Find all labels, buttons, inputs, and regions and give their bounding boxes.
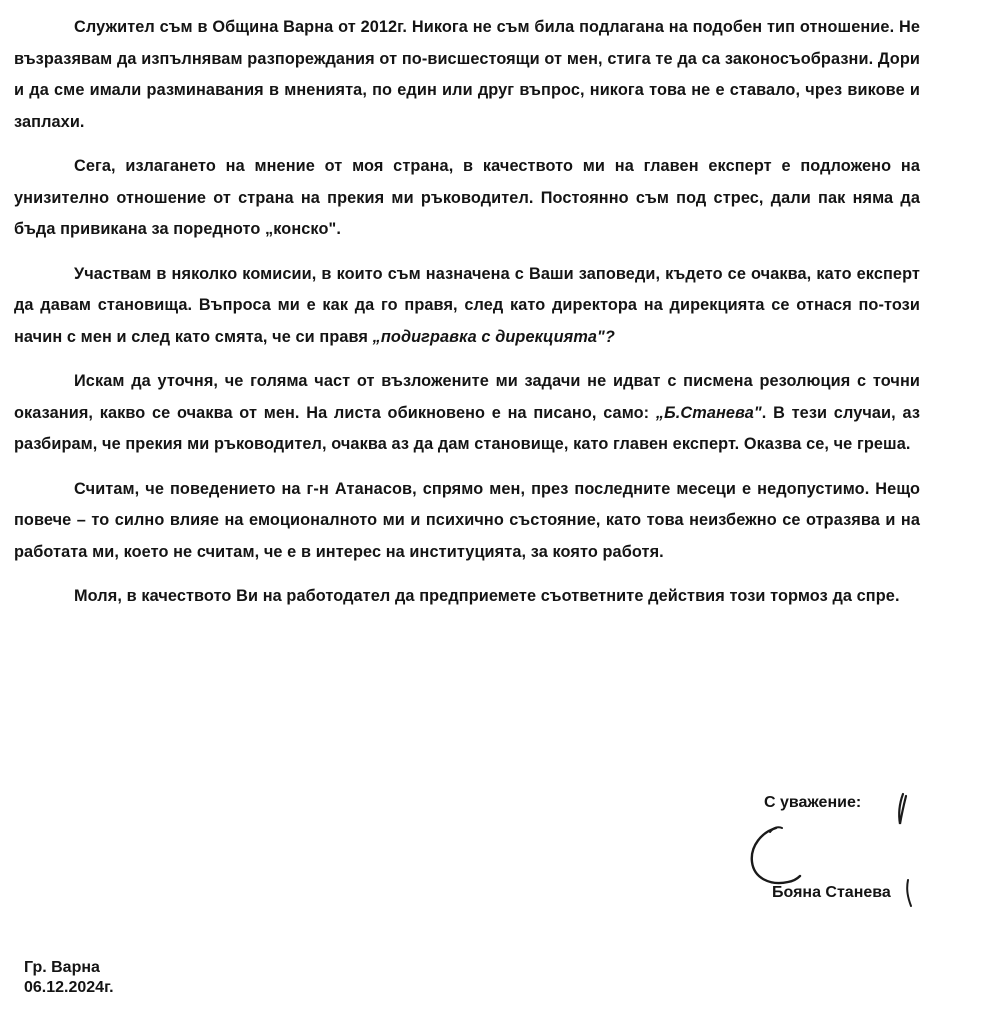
signature-block <box>740 790 960 920</box>
paragraph-tasks-quote: „Б.Станева" <box>655 403 762 422</box>
place-date-block <box>24 958 114 998</box>
paragraph-treatment: Сега, излагането на мнение от моя страна, в качеството ми на главен експерт е подложено на унизително отношение от страна на прекия ми ръководител. Постоянно съм под стрес, дали пак няма да бъда привикана за поредното „конско". <box>14 157 920 238</box>
place: Гр. Варна <box>24 959 100 976</box>
paragraph-tasks-text: Искам да уточня, че голяма част от възложените ми задачи не идват с писмена резолюция с точни оказания, какво се очаква от мен. На листа обикновено е на писано, само: <box>14 372 920 422</box>
paragraph-commissions-text: Участвам в няколко комисии, в които съм назначена с Ваши заповеди, където се очаква, като експерт да давам становища. Въпроса ми е как да го правя, след като директора на дирекцията се отнася по-този начин с мен и след като смята, че си правя <box>14 264 920 346</box>
paragraph-request: Моля, в качеството Ви на работодател да предприемете съответните действия този тормоз да спре. <box>74 587 900 605</box>
signer-name: Бояна Станева <box>772 884 891 901</box>
paragraph-commissions-quote: „подигравка с дирекцията"? <box>372 327 615 346</box>
paragraph-behavior: Считам, че поведението на г-н Атанасов, спрямо мен, през последните месеци е недопустимо. Нещо повече – то силно влияе на емоционалното ми и психично състояние, като това неизбежно се отразява и на работата ми, което не считам, че е в интерес на институцията, за която работя. <box>14 479 920 561</box>
paragraph-commissions <box>14 259 920 354</box>
letter-body <box>14 12 920 626</box>
paragraph-tasks-text-end: . В тези случаи, аз разбирам, че прекия ми ръководител, очаква аз да дам становище, като главен експерт. Оказва се, че греша. <box>14 403 921 453</box>
closing-salutation: С уважение: <box>764 794 862 811</box>
paragraph-employment: Служител съм в Община Варна от 2012г. Никога не съм била подлагана на подобен тип отношение. Не възразявам да изпълнявам разпореждания от по-висшестоящи от мен, стига те да са законосъобразни. Дори и да сме имали разминавания в мненията, по един или друг въпрос, никога това не е ставало, чрез викове и заплахи. <box>14 18 920 131</box>
date: 06.12.2024г. <box>24 979 114 996</box>
paragraph-tasks <box>14 366 920 461</box>
